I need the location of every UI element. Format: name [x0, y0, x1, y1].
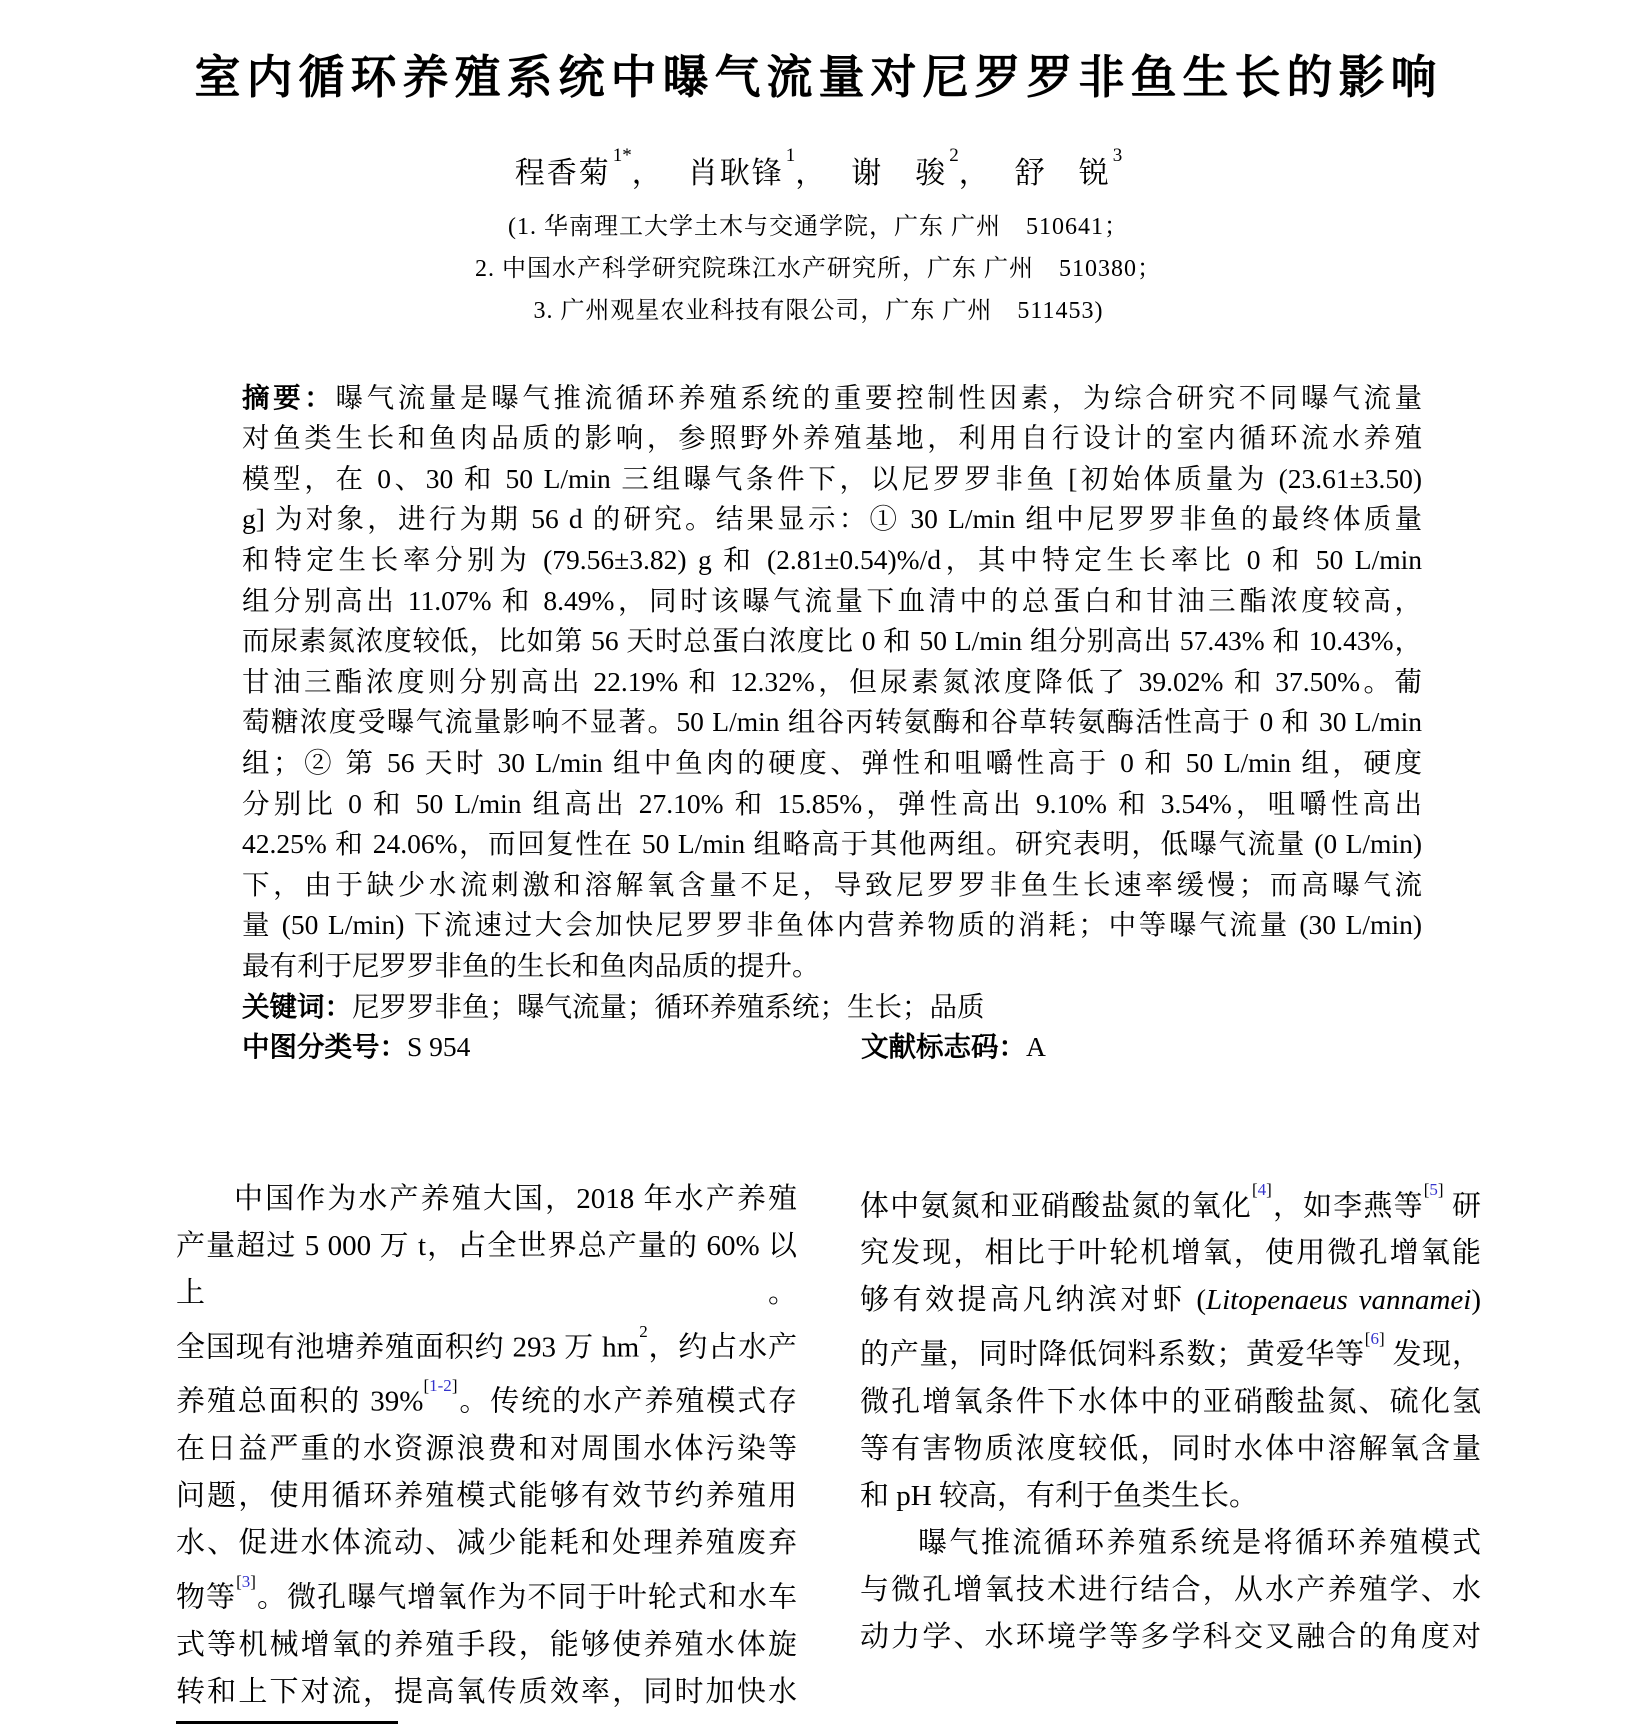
body-text-line: 在日益严重的水资源浪费和对周围水体污染等 — [176, 1433, 797, 1465]
affiliation-line: 3. 广州观星农业科技有限公司，广东 广州 511453) — [533, 297, 1104, 324]
superscript: 2 — [639, 1322, 648, 1342]
author — [687, 145, 796, 190]
abstract-block — [242, 378, 1422, 1068]
body-text-line: 产量超过 5 000 万 t，占全世界总产量的 60% 以上。 — [176, 1229, 797, 1309]
body-text-line: 等有害物质浓度较低，同时水体中溶解氧含量 — [860, 1433, 1481, 1465]
author — [514, 145, 632, 190]
abstract-line: 分别比 0 和 50 L/min 组高出 27.10% 和 15.85%，弹性高出 9.10% 和 3.54%，咀嚼性高出 — [242, 787, 1422, 819]
body-text-line: 全国现有池塘养殖面积约 293 万 $hm^2$，约占水产 — [176, 1322, 797, 1364]
body-text-line: 式等机械增氧的养殖手段，能够使养殖水体旋 — [176, 1628, 797, 1661]
keywords-label: 关键词： — [242, 990, 352, 1022]
citation-ref[interactable]: [6] — [1364, 1329, 1385, 1348]
affiliation-line: (1. 华南理工大学土木与交通学院，广东 广州 510641； — [508, 213, 1129, 240]
author-name: 舒 锐 — [1014, 156, 1111, 190]
author-affiliation-marker: 1* — [612, 145, 632, 167]
left-column — [176, 1176, 797, 1724]
body-text-line: 动力学、水环境学等多学科交叉融合的角度对 — [860, 1621, 1481, 1653]
keywords-text: 尼罗罗非鱼；曝气流量；循环养殖系统；生长；品质 — [352, 990, 985, 1022]
citation-ref[interactable]: [4] — [1251, 1180, 1272, 1200]
body-text-line: 究发现，相比于叶轮机增氧，使用微孔增氧能 — [860, 1237, 1481, 1270]
abstract-line: 而尿素氮浓度较低，比如第 56 天时总蛋白浓度比 0 和 50 L/min 组分别高出 57.43% 和 10.43%， — [242, 625, 1422, 657]
metadata-line — [242, 1027, 1422, 1068]
abstract-line: 对鱼类生长和鱼肉品质的影响，参照野外养殖基地，利用自行设计的室内循环流水养殖 — [242, 422, 1422, 454]
document-code — [861, 1027, 1046, 1068]
body-text-line: 体中氨氮和亚硝酸盐氮的氧化[4]，如李燕等[5] 研 — [860, 1180, 1481, 1223]
author-affiliation-marker: 2 — [949, 145, 959, 167]
abstract-line: 和特定生长率分别为 (79.56±3.82) g 和 (2.81±0.54)%/d，其中特定生长率比 0 和 50 L/min — [242, 543, 1422, 575]
abstract-line: 模型，在 0、30 和 50 L/min 三组曝气条件下，以尼罗罗非鱼 [初始体质量为 (23.61±3.50) — [242, 462, 1422, 494]
abstract-line: 甘油三酯浓度则分别高出 22.19% 和 12.32%，但尿素氮浓度降低了 39.02% 和 37.50%。葡 — [242, 665, 1422, 697]
paper-title: 室内循环养殖系统中曝气流量对尼罗罗非鱼生长的影响 — [194, 51, 1443, 103]
footnote-separator — [176, 1721, 398, 1724]
body-text-line: 问题，使用循环养殖模式能够有效节约养殖用 — [176, 1480, 797, 1512]
author-name: 谢 骏 — [851, 156, 948, 190]
abstract-line: 量 (50 L/min) 下流速过大会加快尼罗罗非鱼体内营养物质的消耗；中等曝气流量 (30 L/min) — [242, 909, 1422, 941]
body-text-line: 物等[3]。微孔曝气增氧作为不同于叶轮式和水车 — [176, 1571, 797, 1614]
author-affiliation-marker: 1 — [785, 145, 796, 167]
author-separator: ， — [631, 156, 664, 190]
body-text-line: 与微孔增氧技术进行结合，从水产养殖学、水 — [860, 1574, 1481, 1606]
body-text-line: 中国作为水产养殖大国，2018 年水产养殖 — [234, 1182, 797, 1215]
abstract-line: g] 为对象，进行为期 56 d 的研究。结果显示：① 30 L/min 组中尼罗罗非鱼的最终体质量 — [242, 503, 1422, 535]
citation-ref[interactable]: [5] — [1423, 1180, 1444, 1200]
author-name: 程香菊 — [514, 156, 611, 190]
clc-label: 中图分类号： — [242, 1031, 407, 1063]
keywords-line — [242, 987, 1422, 1028]
body-text-line: 水、促进水体流动、减少能耗和处理养殖废弃 — [176, 1527, 797, 1559]
abstract-text: 曝气流量是曝气推流循环养殖系统的重要控制性因素，为综合研究不同曝气流量 — [335, 381, 1423, 413]
body-text-line: 的产量，同时降低饲料系数；黄爱华等[6] 发现， — [860, 1329, 1481, 1371]
abstract-label: 摘要： — [242, 381, 336, 413]
body-text-line: 养殖总面积的 39%[1-2]。传统的水产养殖模式存 — [176, 1376, 797, 1418]
affiliation-line: 2. 中国水产科学研究院珠江水产研究所，广东 广州 510380； — [475, 255, 1162, 282]
author-separator: ， — [795, 156, 828, 190]
right-column — [860, 1176, 1481, 1724]
author-separator: ， — [958, 156, 991, 190]
abstract-line: 组；② 第 56 天时 30 L/min 组中鱼肉的硬度、弹性和咀嚼性高于 0 和 50 L/min 组，硬度 — [242, 746, 1422, 778]
authors-line — [0, 145, 1637, 196]
species-name-italic: Litopenaeus vannamei — [1206, 1284, 1472, 1317]
document-code-label: 文献标志码： — [861, 1031, 1026, 1063]
author-affiliation-marker: 3 — [1112, 145, 1123, 167]
author — [1014, 145, 1123, 190]
citation-ref[interactable]: [1-2] — [423, 1376, 458, 1395]
body-text-line: 转和上下对流，提高氧传质效率，同时加快水 — [176, 1675, 797, 1708]
body-text-line: 曝气推流循环养殖系统是将循环养殖模式 — [918, 1527, 1481, 1559]
abstract-line: 最有利于尼罗罗非鱼的生长和鱼肉品质的提升。 — [242, 949, 820, 981]
document-code-value: A — [1026, 1031, 1046, 1063]
abstract-line: 组分别高出 11.07% 和 8.49%，同时该曝气流量下血清中的总蛋白和甘油三酯浓度较高， — [242, 584, 1422, 616]
abstract-line: 下，由于缺少水流刺激和溶解氧含量不足，导致尼罗罗非鱼生长速率缓慢；而高曝气流 — [242, 868, 1422, 900]
clc-value: S 954 — [407, 1031, 471, 1063]
body-text-line: 微孔增氧条件下水体中的亚硝酸盐氮、硫化氢 — [860, 1386, 1481, 1418]
body-text-line: 和 pH 较高，有利于鱼类生长。 — [860, 1480, 1258, 1512]
author-name: 肖耿锋 — [687, 156, 784, 190]
citation-ref[interactable]: [3] — [236, 1571, 256, 1591]
affiliations-block — [0, 206, 1637, 332]
author — [851, 145, 959, 190]
body-columns — [176, 1176, 1481, 1724]
abstract-line: 42.25% 和 24.06%，而回复性在 50 L/min 组略高于其他两组。研究表明，低曝气流量 (0 L/min) — [242, 828, 1422, 860]
abstract-line: 萄糖浓度受曝气流量影响不显著。50 L/min 组谷丙转氨酶和谷草转氨酶活性高于 0 和 30 L/min — [242, 706, 1422, 738]
abstract-line — [242, 378, 1422, 419]
body-text-line: 够有效提高凡纳滨对虾 (Litopenaeus vannamei) — [860, 1284, 1481, 1317]
clc-number — [242, 1031, 470, 1062]
